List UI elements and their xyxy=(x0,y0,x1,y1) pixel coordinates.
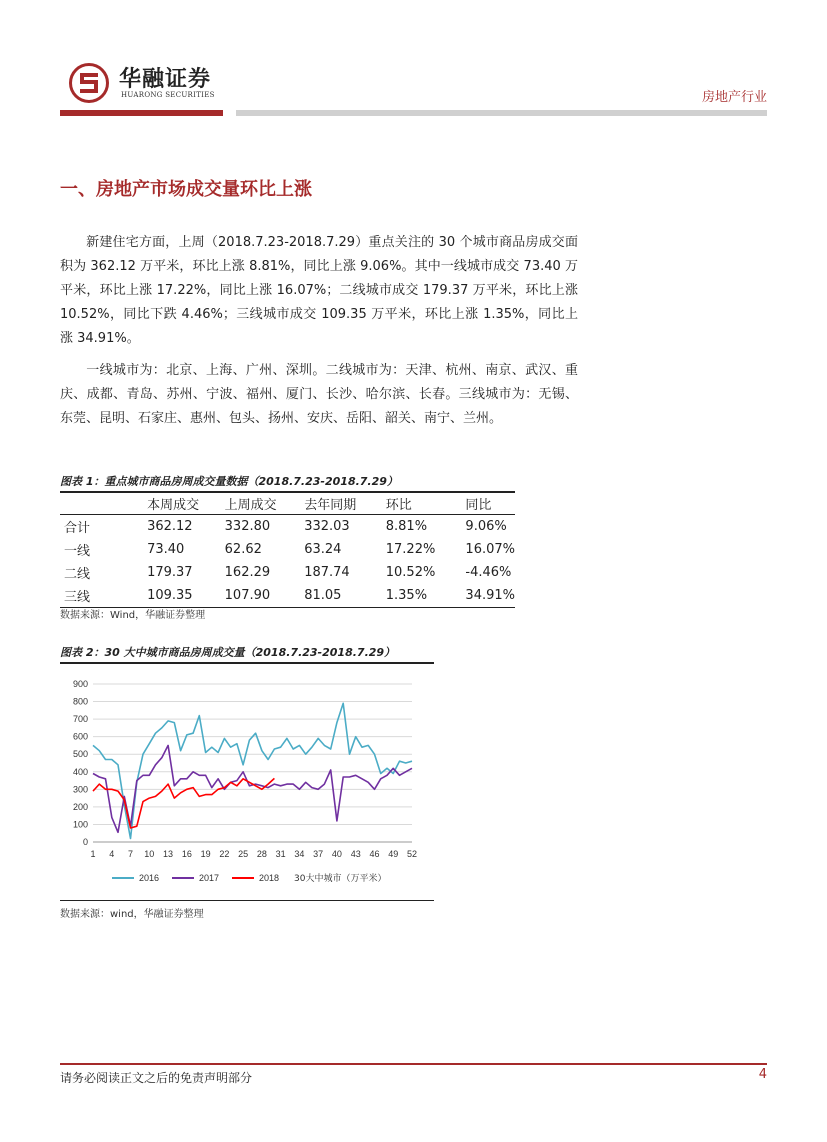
table-row xyxy=(60,561,515,584)
x-tick-label: 22 xyxy=(219,849,230,859)
x-tick-label: 4 xyxy=(109,849,115,859)
table-cell: 合计 xyxy=(64,521,91,536)
x-tick-label: 49 xyxy=(388,849,399,859)
table-header-cell: 上周成交 xyxy=(221,493,301,515)
x-tick-label: 31 xyxy=(275,849,286,859)
x-tick-label: 16 xyxy=(181,849,192,859)
table-cell: 34.91% xyxy=(461,584,515,608)
page-header xyxy=(0,0,827,120)
x-tick-label: 43 xyxy=(350,849,361,859)
y-tick-label: 200 xyxy=(72,801,88,812)
legend-label: 2016 xyxy=(139,873,160,883)
x-tick-label: 10 xyxy=(144,849,155,859)
figure2-source: 数据来源：wind，华融证券整理 xyxy=(60,909,204,920)
table-row xyxy=(60,538,515,561)
y-tick-label: 500 xyxy=(72,749,88,760)
table-cell: 109.35 xyxy=(143,584,221,608)
table-cell: 63.24 xyxy=(304,542,342,557)
table-header-cell: 同比 xyxy=(461,493,515,515)
table-cell: 二线 xyxy=(64,567,91,582)
logo-english-name: HUARONG SECURITIES xyxy=(121,91,215,99)
y-tick-label: 300 xyxy=(72,784,88,795)
x-tick-label: 19 xyxy=(200,849,211,859)
table-header-cell: 去年同期 xyxy=(300,493,382,515)
x-tick-label: 52 xyxy=(406,849,418,859)
table-cell: 62.62 xyxy=(224,542,262,557)
x-tick-label: 7 xyxy=(128,849,134,859)
x-tick-label: 1 xyxy=(90,849,96,859)
x-tick-label: 46 xyxy=(369,849,380,859)
table-cell: 187.74 xyxy=(304,565,350,580)
table-cell: 332.03 xyxy=(304,519,350,534)
table-cell: 8.81% xyxy=(385,519,428,534)
header-accent-bar xyxy=(60,110,223,116)
chart-container xyxy=(60,664,434,901)
legend-note: 30大中城市（万平米） xyxy=(294,874,387,884)
table-cell: 81.05 xyxy=(300,584,382,608)
section-title: 一、房地产市场成交量环比上涨 xyxy=(60,179,312,200)
x-tick-label: 28 xyxy=(256,849,267,859)
weekly-transaction-table xyxy=(60,493,515,608)
table-row xyxy=(60,584,515,608)
table-cell: 162.29 xyxy=(224,565,271,580)
figure1-source: 数据来源：Wind，华融证券整理 xyxy=(60,610,206,621)
y-tick-label: 900 xyxy=(72,679,88,689)
table-cell: 73.40 xyxy=(147,542,185,557)
table-cell: 179.37 xyxy=(147,565,193,580)
y-tick-label: 400 xyxy=(72,766,88,777)
table-header-row xyxy=(60,493,515,515)
series-line-2016 xyxy=(93,703,412,838)
table-cell: -4.46% xyxy=(465,565,512,580)
industry-label: 房地产行业 xyxy=(701,90,767,105)
y-tick-label: 600 xyxy=(72,731,88,742)
y-tick-label: 100 xyxy=(72,819,88,830)
legend-label: 2018 xyxy=(259,873,280,883)
table-cell: 16.07% xyxy=(465,542,515,557)
weekly-volume-line-chart xyxy=(60,664,434,900)
x-tick-label: 13 xyxy=(163,849,174,859)
figure1-title: 图表 1：重点城市商品房周成交量数据（2018.7.23-2018.7.29） xyxy=(60,475,398,488)
y-tick-label: 700 xyxy=(72,714,88,725)
table-cell: 10.52% xyxy=(385,565,436,580)
y-tick-label: 800 xyxy=(72,696,88,707)
x-tick-label: 34 xyxy=(294,849,305,859)
figure2-title: 图表 2：30 大中城市商品房周成交量（2018.7.23-2018.7.29） xyxy=(60,646,396,659)
huarong-logo-icon xyxy=(69,63,109,103)
table-cell: 一线 xyxy=(64,544,91,559)
table-cell: 17.22% xyxy=(385,542,436,557)
x-tick-label: 40 xyxy=(331,849,342,859)
footer-disclaimer: 请务必阅读正文之后的免责声明部分 xyxy=(60,1071,253,1085)
table-cell: 9.06% xyxy=(465,519,507,534)
paragraph-market-summary xyxy=(60,231,578,351)
table-cell: 362.12 xyxy=(147,519,193,534)
paragraph-city-tiers xyxy=(60,359,578,431)
paragraph-text: 新建住宅方面，上周（2018.7.23-2018.7.29）重点关注的 30 个城市商品房成交面积为 362.12 万平米，环比上涨 8.81%，同比上涨 9.06%。其中一线城市成交 73.40 万平米，环比上涨 17.22%，同比上涨 16.07%；二线城市成交 179.37 万平米，环比上涨 10.52%，同比下跌 4.46%；三线城市成交 109.35 万平米，环比上涨 1.35%，同比上涨 34.91%。 xyxy=(60,235,578,346)
table-cell: 1.35% xyxy=(382,584,462,608)
page-number: 4 xyxy=(758,1067,767,1082)
table-header-cell: 本周成交 xyxy=(143,493,221,515)
footer-rule xyxy=(60,1063,767,1065)
logo-chinese-name: 华融证券 xyxy=(119,66,212,92)
table-cell: 三线 xyxy=(60,584,143,608)
table-header-cell: 环比 xyxy=(382,493,462,515)
table-cell: 107.90 xyxy=(221,584,301,608)
y-tick-label: 0 xyxy=(82,837,88,847)
legend-label: 2017 xyxy=(199,873,220,883)
x-tick-label: 25 xyxy=(238,849,249,859)
table-header-cell xyxy=(60,493,143,515)
table-row xyxy=(60,515,515,539)
header-divider-bar xyxy=(236,110,767,116)
x-tick-label: 37 xyxy=(313,849,324,859)
paragraph-text: 一线城市为：北京、上海、广州、深圳。二线城市为：天津、杭州、南京、武汉、重庆、成都、青岛、苏州、宁波、福州、厦门、长沙、哈尔滨、长春。三线城市为：无锡、东莞、昆明、石家庄、惠州、包头、扬州、安庆、岳阳、韶关、南宁、兰州。 xyxy=(60,363,578,426)
table-cell: 332.80 xyxy=(224,519,271,534)
